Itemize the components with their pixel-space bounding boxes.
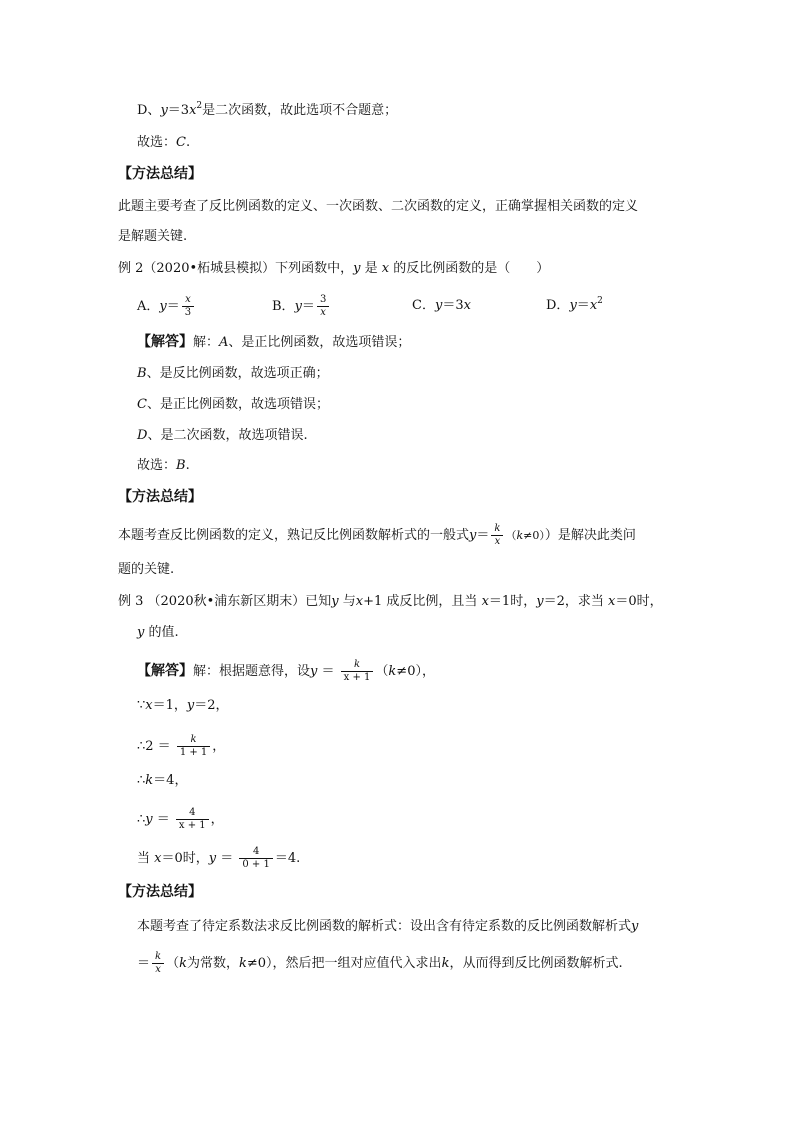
option-b: B．y＝ $\frac{3}{x}$ (272, 294, 331, 319)
answer-line: 【解答】解：根据题意得，设y ＝ $\frac{k}{x + 1}$ （k≠0）， (137, 659, 435, 683)
summary-text: 本题考查了待定系数法求反比例函数的解析式：设出含有待定系数的反比例函数解析式y (137, 919, 639, 934)
summary-text: ＝ $\frac{k}{x}$ （k为常数，k≠0），然后把一组对应值代入求出k，从而得到反比例函数解析式. (137, 951, 623, 975)
method-summary-heading: 【方法总结】 (118, 166, 202, 182)
summary-text: 题的关键. (118, 562, 175, 577)
fraction: $\frac{4}{0 + 1}$ (239, 846, 272, 871)
solution-step: 当 x＝0时，y ＝ $\frac{4}{0 + 1}$ ＝4. (137, 846, 301, 870)
fraction: $\frac{k}{1 + 1}$ (177, 734, 210, 759)
example-2-question: 例 2（2020•柘城县模拟）下列函数中，y 是 x 的反比例函数的是（ ） (118, 261, 550, 276)
answer-choice-line: 故选：B. (137, 458, 190, 473)
fraction: $\frac{4}{x + 1}$ (176, 807, 209, 832)
fraction: $\frac{3}{x}$ (317, 294, 329, 319)
method-summary-heading: 【方法总结】 (118, 884, 202, 900)
method-summary-heading: 【方法总结】 (118, 489, 202, 505)
option-d-explanation: D、$y=3x^2$是二次函数，故此选项不合题意； (137, 101, 398, 118)
solution-step: ∴2 ＝ $\frac{k}{1 + 1}$ ， (137, 734, 226, 758)
answer-line: C、是正比例函数，故选项错误； (137, 397, 329, 412)
answer-line: B、是反比例函数，故选项正确； (137, 366, 329, 381)
answer-line: 【解答】解：A、是正比例函数，故选项错误； (137, 334, 411, 350)
summary-text: 本题考查反比例函数的定义，熟记反比例函数解析式的一般式y＝ $\frac{k}{x}$ （k≠0））是解决此类问 (118, 523, 636, 547)
example-3-question: y 的值. (137, 625, 179, 640)
solution-step: ∵x＝1，y＝2， (137, 698, 229, 713)
solution-step: ∴y ＝ $\frac{4}{x + 1}$ ， (137, 807, 224, 831)
option-a: A．y＝ $\frac{x}{3}$ (137, 294, 196, 319)
fraction: $\frac{x}{3}$ (182, 294, 194, 319)
solution-step: ∴k＝4， (137, 773, 188, 788)
answer-line: D、是二次函数，故选项错误. (137, 428, 308, 443)
summary-text: 是解题关键. (118, 229, 188, 244)
example-3-question: 例 3 （2020秋•浦东新区期末）已知y 与x+1 成反比例，且当 x＝1时，y＝2，求当 x＝0时， (118, 594, 663, 609)
fraction: $\frac{k}{x + 1}$ (341, 659, 374, 684)
option-c: C．y＝3x (412, 298, 471, 313)
fraction: $\frac{k}{x}$ (152, 951, 164, 976)
option-d: D．$y=x^2$ (546, 296, 603, 313)
summary-text: 此题主要考查了反比例函数的定义、一次函数、二次函数的定义，正确掌握相关函数的定义 (118, 199, 639, 214)
answer-choice-line: 故选：C. (137, 135, 191, 150)
fraction: $\frac{k}{x}$ (491, 523, 503, 548)
